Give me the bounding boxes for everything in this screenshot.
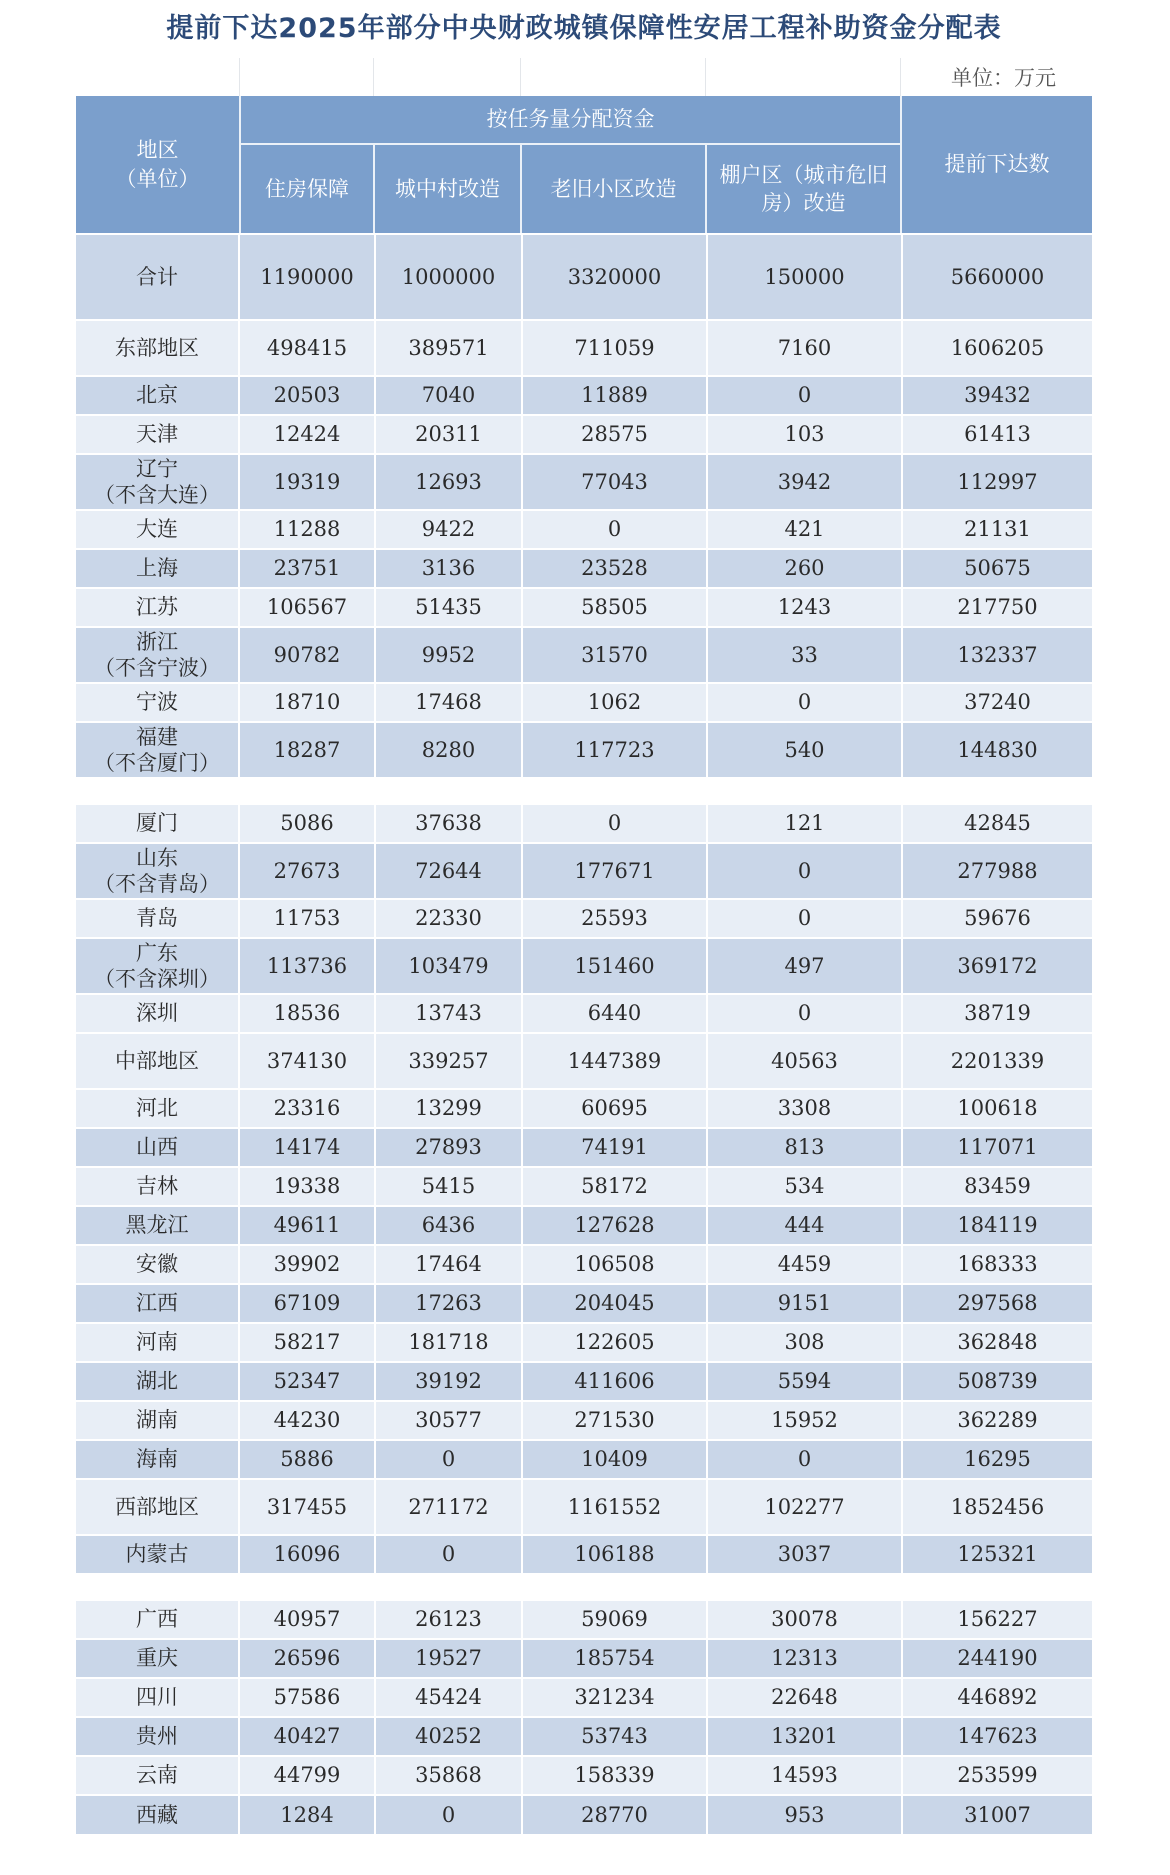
shanty-value-cell: 260: [707, 549, 902, 588]
old-community-value-cell: 28575: [522, 415, 707, 454]
total-value-cell: 50675: [902, 549, 1092, 588]
region-cell: 山东 （不含青岛）: [76, 843, 239, 899]
urban-village-value-cell: 13299: [375, 1089, 522, 1128]
table-header: [76, 96, 1092, 233]
table-row: [76, 234, 1092, 320]
total-value-cell: 277988: [902, 843, 1092, 899]
urban-village-value-cell: 19527: [375, 1639, 522, 1678]
shanty-value-cell: 0: [707, 843, 902, 899]
urban-village-value-cell: 103479: [375, 938, 522, 994]
region-cell: 河北: [76, 1089, 239, 1128]
urban-village-value-cell: 271172: [375, 1479, 522, 1535]
region-cell: 西部地区: [76, 1479, 239, 1535]
old-community-value-cell: 177671: [522, 843, 707, 899]
shanty-value-cell: 0: [707, 1440, 902, 1479]
region-cell: 青岛: [76, 899, 239, 938]
shanty-value-cell: 12313: [707, 1639, 902, 1678]
housing-value-cell: 20503: [239, 376, 375, 415]
housing-value-cell: 12424: [239, 415, 375, 454]
section-gap: [76, 1574, 1092, 1600]
housing-value-cell: 1284: [239, 1795, 375, 1834]
table-row: [76, 1795, 1092, 1834]
shanty-value-cell: 121: [707, 804, 902, 843]
shanty-value-cell: 540: [707, 722, 902, 778]
region-cell: 厦门: [76, 804, 239, 843]
section-gap: [76, 778, 1092, 804]
urban-village-value-cell: 389571: [375, 320, 522, 376]
old-community-value-cell: 0: [522, 510, 707, 549]
shanty-value-cell: 0: [707, 376, 902, 415]
total-value-cell: 369172: [902, 938, 1092, 994]
urban-village-value-cell: 0: [375, 1795, 522, 1834]
housing-value-cell: 18710: [239, 683, 375, 722]
region-cell: 四川: [76, 1678, 239, 1717]
table-row: [76, 1128, 1092, 1167]
region-cell: 江西: [76, 1284, 239, 1323]
urban-village-value-cell: 27893: [375, 1128, 522, 1167]
old-community-value-cell: 321234: [522, 1678, 707, 1717]
urban-village-value-cell: 7040: [375, 376, 522, 415]
region-cell: 内蒙古: [76, 1535, 239, 1574]
urban-village-value-cell: 37638: [375, 804, 522, 843]
region-cell: 江苏: [76, 588, 239, 627]
table-row: [76, 899, 1092, 938]
total-value-cell: 147623: [902, 1717, 1092, 1756]
old-community-value-cell: 271530: [522, 1401, 707, 1440]
table-row: [76, 1401, 1092, 1440]
total-value-cell: 5660000: [902, 234, 1092, 320]
region-cell: 山西: [76, 1128, 239, 1167]
urban-village-value-cell: 20311: [375, 415, 522, 454]
old-community-value-cell: 28770: [522, 1795, 707, 1834]
shanty-value-cell: 421: [707, 510, 902, 549]
total-value-cell: 61413: [902, 415, 1092, 454]
table-row: [76, 1600, 1092, 1639]
shanty-value-cell: 14593: [707, 1756, 902, 1795]
total-value-cell: 184119: [902, 1206, 1092, 1245]
housing-value-cell: 44799: [239, 1756, 375, 1795]
old-community-value-cell: 74191: [522, 1128, 707, 1167]
old-community-value-cell: 11889: [522, 376, 707, 415]
urban-village-value-cell: 13743: [375, 994, 522, 1033]
total-value-cell: 31007: [902, 1795, 1092, 1834]
table-row: [76, 804, 1092, 843]
region-cell: 广东 （不含深圳）: [76, 938, 239, 994]
old-community-value-cell: 3320000: [522, 234, 707, 320]
table-row: [76, 1033, 1092, 1089]
header-old-community: 老旧小区改造: [550, 176, 677, 201]
housing-value-cell: 18287: [239, 722, 375, 778]
table-row: [76, 454, 1092, 510]
urban-village-value-cell: 26123: [375, 1600, 522, 1639]
urban-village-value-cell: 3136: [375, 549, 522, 588]
housing-value-cell: 26596: [239, 1639, 375, 1678]
header-shanty: 棚户区（城市危旧 房）改造: [719, 162, 888, 215]
table-row: [76, 1717, 1092, 1756]
shanty-value-cell: 813: [707, 1128, 902, 1167]
total-value-cell: 37240: [902, 683, 1092, 722]
old-community-value-cell: 60695: [522, 1089, 707, 1128]
region-cell: 湖北: [76, 1362, 239, 1401]
old-community-value-cell: 1062: [522, 683, 707, 722]
region-cell: 上海: [76, 549, 239, 588]
table-row: [76, 376, 1092, 415]
urban-village-value-cell: 51435: [375, 588, 522, 627]
region-cell: 吉林: [76, 1167, 239, 1206]
table-row: [76, 1284, 1092, 1323]
table-row: [76, 1206, 1092, 1245]
total-value-cell: 168333: [902, 1245, 1092, 1284]
unit-label: 单位：万元: [951, 66, 1056, 90]
shanty-value-cell: 0: [707, 683, 902, 722]
urban-village-value-cell: 40252: [375, 1717, 522, 1756]
table-row: [76, 1323, 1092, 1362]
region-cell: 云南: [76, 1756, 239, 1795]
header-region: 地区 （单位）: [115, 138, 200, 191]
region-cell: 中部地区: [76, 1033, 239, 1089]
housing-value-cell: 27673: [239, 843, 375, 899]
housing-value-cell: 1190000: [239, 234, 375, 320]
urban-village-value-cell: 0: [375, 1535, 522, 1574]
region-cell: 大连: [76, 510, 239, 549]
total-value-cell: 132337: [902, 627, 1092, 683]
urban-village-value-cell: 30577: [375, 1401, 522, 1440]
old-community-value-cell: 25593: [522, 899, 707, 938]
old-community-value-cell: 411606: [522, 1362, 707, 1401]
shanty-value-cell: 103: [707, 415, 902, 454]
housing-value-cell: 23751: [239, 549, 375, 588]
total-value-cell: 156227: [902, 1600, 1092, 1639]
table-row: [76, 627, 1092, 683]
region-cell: 深圳: [76, 994, 239, 1033]
shanty-value-cell: 1243: [707, 588, 902, 627]
urban-village-value-cell: 1000000: [375, 234, 522, 320]
shanty-value-cell: 13201: [707, 1717, 902, 1756]
old-community-value-cell: 58172: [522, 1167, 707, 1206]
table-row: [76, 1440, 1092, 1479]
old-community-value-cell: 59069: [522, 1600, 707, 1639]
housing-value-cell: 5886: [239, 1440, 375, 1479]
total-value-cell: 362289: [902, 1401, 1092, 1440]
housing-value-cell: 39902: [239, 1245, 375, 1284]
urban-village-value-cell: 0: [375, 1440, 522, 1479]
shanty-value-cell: 3308: [707, 1089, 902, 1128]
old-community-value-cell: 1447389: [522, 1033, 707, 1089]
total-value-cell: 508739: [902, 1362, 1092, 1401]
housing-value-cell: 14174: [239, 1128, 375, 1167]
shanty-value-cell: 5594: [707, 1362, 902, 1401]
urban-village-value-cell: 35868: [375, 1756, 522, 1795]
table-row: [76, 549, 1092, 588]
region-cell: 东部地区: [76, 320, 239, 376]
old-community-value-cell: 1161552: [522, 1479, 707, 1535]
table-row: [76, 843, 1092, 899]
total-value-cell: 100618: [902, 1089, 1092, 1128]
shanty-value-cell: 953: [707, 1795, 902, 1834]
urban-village-value-cell: 17468: [375, 683, 522, 722]
total-value-cell: 446892: [902, 1678, 1092, 1717]
total-value-cell: 2201339: [902, 1033, 1092, 1089]
housing-value-cell: 5086: [239, 804, 375, 843]
total-value-cell: 217750: [902, 588, 1092, 627]
housing-value-cell: 44230: [239, 1401, 375, 1440]
shanty-value-cell: 7160: [707, 320, 902, 376]
old-community-value-cell: 106188: [522, 1535, 707, 1574]
urban-village-value-cell: 22330: [375, 899, 522, 938]
region-cell: 贵州: [76, 1717, 239, 1756]
table-row: [76, 415, 1092, 454]
housing-value-cell: 52347: [239, 1362, 375, 1401]
housing-value-cell: 40427: [239, 1717, 375, 1756]
shanty-value-cell: 33: [707, 627, 902, 683]
total-value-cell: 144830: [902, 722, 1092, 778]
region-cell: 辽宁 （不含大连）: [76, 454, 239, 510]
urban-village-value-cell: 339257: [375, 1033, 522, 1089]
housing-value-cell: 40957: [239, 1600, 375, 1639]
shanty-value-cell: 15952: [707, 1401, 902, 1440]
old-community-value-cell: 106508: [522, 1245, 707, 1284]
housing-value-cell: 18536: [239, 994, 375, 1033]
urban-village-value-cell: 6436: [375, 1206, 522, 1245]
shanty-value-cell: 3942: [707, 454, 902, 510]
header-total: 提前下达数: [944, 152, 1050, 177]
shanty-value-cell: 308: [707, 1323, 902, 1362]
housing-value-cell: 57586: [239, 1678, 375, 1717]
housing-value-cell: 317455: [239, 1479, 375, 1535]
old-community-value-cell: 151460: [522, 938, 707, 994]
urban-village-value-cell: 9952: [375, 627, 522, 683]
table-row: [76, 938, 1092, 994]
old-community-value-cell: 6440: [522, 994, 707, 1033]
shanty-value-cell: 30078: [707, 1600, 902, 1639]
shanty-value-cell: 40563: [707, 1033, 902, 1089]
total-value-cell: 38719: [902, 994, 1092, 1033]
region-cell: 黑龙江: [76, 1206, 239, 1245]
table-row: [76, 1245, 1092, 1284]
total-value-cell: 1852456: [902, 1479, 1092, 1535]
data-table: [76, 233, 1092, 1834]
urban-village-value-cell: 17263: [375, 1284, 522, 1323]
total-value-cell: 112997: [902, 454, 1092, 510]
header-urban-village: 城中村改造: [395, 176, 500, 201]
shanty-value-cell: 150000: [707, 234, 902, 320]
region-cell: 天津: [76, 415, 239, 454]
housing-value-cell: 16096: [239, 1535, 375, 1574]
region-cell: 广西: [76, 1600, 239, 1639]
housing-value-cell: 23316: [239, 1089, 375, 1128]
table-row: [76, 1535, 1092, 1574]
housing-value-cell: 374130: [239, 1033, 375, 1089]
old-community-value-cell: 0: [522, 804, 707, 843]
old-community-value-cell: 23528: [522, 549, 707, 588]
total-value-cell: 42845: [902, 804, 1092, 843]
header-group: 按任务量分配资金: [486, 107, 655, 132]
urban-village-value-cell: 17464: [375, 1245, 522, 1284]
old-community-value-cell: 117723: [522, 722, 707, 778]
shanty-value-cell: 9151: [707, 1284, 902, 1323]
old-community-value-cell: 711059: [522, 320, 707, 376]
table-row: [76, 1089, 1092, 1128]
housing-value-cell: 58217: [239, 1323, 375, 1362]
old-community-value-cell: 31570: [522, 627, 707, 683]
table-row: [76, 1167, 1092, 1206]
shanty-value-cell: 497: [707, 938, 902, 994]
old-community-value-cell: 185754: [522, 1639, 707, 1678]
header-housing: 住房保障: [265, 176, 349, 201]
total-value-cell: 362848: [902, 1323, 1092, 1362]
table-row: [76, 1362, 1092, 1401]
old-community-value-cell: 127628: [522, 1206, 707, 1245]
urban-village-value-cell: 39192: [375, 1362, 522, 1401]
region-cell: 浙江 （不含宁波）: [76, 627, 239, 683]
total-value-cell: 21131: [902, 510, 1092, 549]
housing-value-cell: 106567: [239, 588, 375, 627]
old-community-value-cell: 10409: [522, 1440, 707, 1479]
table-row: [76, 320, 1092, 376]
total-value-cell: 59676: [902, 899, 1092, 938]
urban-village-value-cell: 8280: [375, 722, 522, 778]
table-row: [76, 1639, 1092, 1678]
region-cell: 湖南: [76, 1401, 239, 1440]
old-community-value-cell: 158339: [522, 1756, 707, 1795]
region-cell: 重庆: [76, 1639, 239, 1678]
old-community-value-cell: 122605: [522, 1323, 707, 1362]
table-row: [76, 588, 1092, 627]
old-community-value-cell: 58505: [522, 588, 707, 627]
total-value-cell: 125321: [902, 1535, 1092, 1574]
shanty-value-cell: 0: [707, 994, 902, 1033]
region-cell: 宁波: [76, 683, 239, 722]
old-community-value-cell: 77043: [522, 454, 707, 510]
total-value-cell: 244190: [902, 1639, 1092, 1678]
shanty-value-cell: 444: [707, 1206, 902, 1245]
unit-row: [76, 58, 1092, 96]
table-title: 提前下达2025年部分中央财政城镇保障性安居工程补助资金分配表: [166, 13, 1002, 44]
region-cell: 福建 （不含厦门）: [76, 722, 239, 778]
region-cell: 河南: [76, 1323, 239, 1362]
table-row: [76, 722, 1092, 778]
housing-value-cell: 19338: [239, 1167, 375, 1206]
urban-village-value-cell: 12693: [375, 454, 522, 510]
region-cell: 安徽: [76, 1245, 239, 1284]
total-value-cell: 117071: [902, 1128, 1092, 1167]
urban-village-value-cell: 9422: [375, 510, 522, 549]
housing-value-cell: 90782: [239, 627, 375, 683]
region-cell: 北京: [76, 376, 239, 415]
total-value-cell: 16295: [902, 1440, 1092, 1479]
table-row: [76, 1678, 1092, 1717]
shanty-value-cell: 3037: [707, 1535, 902, 1574]
total-value-cell: 1606205: [902, 320, 1092, 376]
shanty-value-cell: 102277: [707, 1479, 902, 1535]
urban-village-value-cell: 45424: [375, 1678, 522, 1717]
total-value-cell: 297568: [902, 1284, 1092, 1323]
housing-value-cell: 11753: [239, 899, 375, 938]
urban-village-value-cell: 5415: [375, 1167, 522, 1206]
housing-value-cell: 498415: [239, 320, 375, 376]
table-row: [76, 1479, 1092, 1535]
urban-village-value-cell: 72644: [375, 843, 522, 899]
total-value-cell: 83459: [902, 1167, 1092, 1206]
old-community-value-cell: 204045: [522, 1284, 707, 1323]
total-value-cell: 39432: [902, 376, 1092, 415]
old-community-value-cell: 53743: [522, 1717, 707, 1756]
housing-value-cell: 11288: [239, 510, 375, 549]
table-row: [76, 994, 1092, 1033]
shanty-value-cell: 22648: [707, 1678, 902, 1717]
region-cell: 西藏: [76, 1795, 239, 1834]
housing-value-cell: 67109: [239, 1284, 375, 1323]
region-cell: 海南: [76, 1440, 239, 1479]
table-row: [76, 683, 1092, 722]
region-cell: 合计: [76, 234, 239, 320]
table-row: [76, 510, 1092, 549]
housing-value-cell: 113736: [239, 938, 375, 994]
housing-value-cell: 49611: [239, 1206, 375, 1245]
total-value-cell: 253599: [902, 1756, 1092, 1795]
shanty-value-cell: 4459: [707, 1245, 902, 1284]
shanty-value-cell: 534: [707, 1167, 902, 1206]
housing-value-cell: 19319: [239, 454, 375, 510]
table-row: [76, 1756, 1092, 1795]
urban-village-value-cell: 181718: [375, 1323, 522, 1362]
shanty-value-cell: 0: [707, 899, 902, 938]
